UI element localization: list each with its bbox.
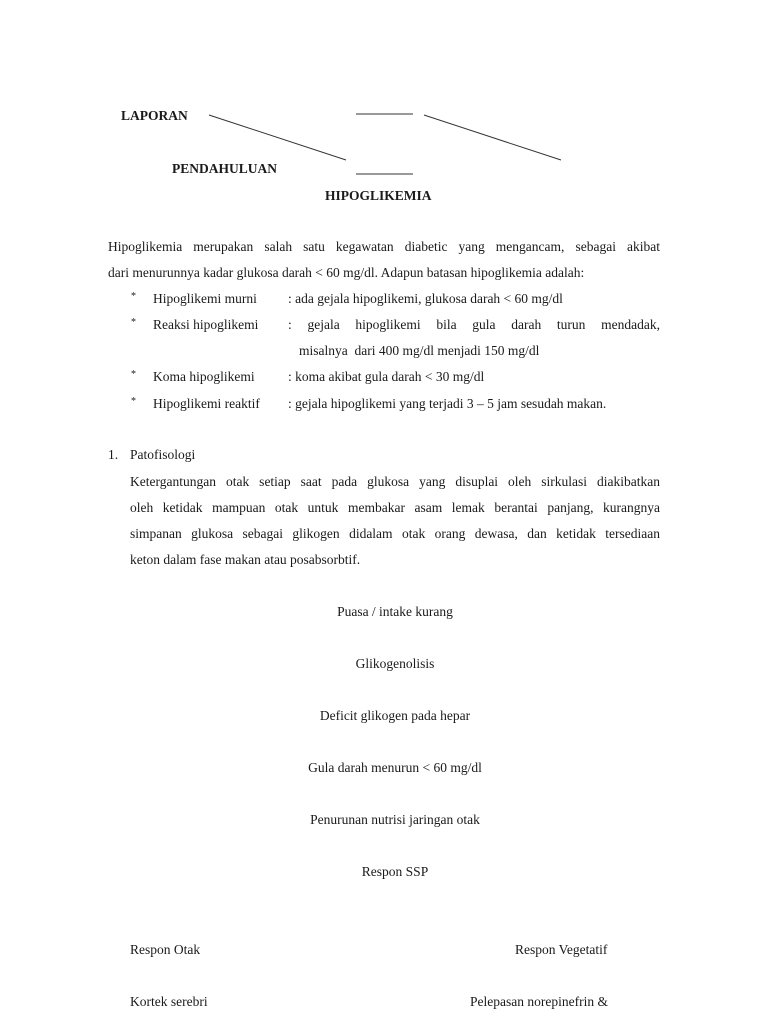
page-title: HIPOGLIKEMIA [325, 188, 432, 203]
flow-step: Puasa / intake kurang [337, 604, 453, 619]
flow-step: Gula darah menurun < 60 mg/dl [308, 760, 482, 775]
definition-desc-continued: misalnya dari 400 mg/dl menjadi 150 mg/dl [299, 343, 540, 358]
definition-desc: : ada gejala hipoglikemi, glukosa darah < 60 mg/dl [288, 291, 563, 306]
header-decoration [0, 0, 768, 200]
flow-step: Deficit glikogen pada hepar [319, 708, 471, 723]
definition-term: Hipoglikemi reaktif [153, 396, 260, 411]
section-line-3: simpanan glukosa sebagai glikogen didalam otak orang dewasa, dan ketidak tersediaan [130, 526, 660, 541]
bullet-icon: * [131, 396, 136, 407]
header-word-pendahuluan: PENDAHULUAN [172, 161, 278, 176]
branch-right-sub: Pelepasan norepinefrin & [470, 994, 608, 1009]
section-line-4: keton dalam fase makan atau posabsorbtif. [130, 552, 361, 567]
branch-left-heading: Respon Otak [130, 942, 201, 957]
section-heading: Patofisologi [130, 447, 196, 462]
header-word-laporan: LAPORAN [121, 108, 188, 123]
intro-paragraph [108, 234, 660, 286]
definition-term: Koma hipoglikemi [153, 369, 255, 384]
section-number: 1. [108, 447, 119, 462]
section-line-1: Ketergantungan otak setiap saat pada glukosa yang disuplai oleh sirkulasi diakibatkan [130, 474, 660, 489]
bullet-icon: * [131, 369, 136, 380]
definition-desc: : koma akibat gula darah < 30 mg/dl [288, 369, 485, 384]
flow-step: Respon SSP [361, 864, 429, 879]
definition-desc: : gejala hipoglikemi yang terjadi 3 – 5 jam sesudah makan. [288, 396, 607, 411]
definition-desc: : gejala hipoglikemi bila gula darah turun mendadak, [288, 317, 660, 332]
diagonal-line-right [424, 115, 561, 160]
flow-step: Penurunan nutrisi jaringan otak [310, 812, 480, 827]
intro-line-2: dari menurunnya kadar glukosa darah < 60 mg/dl. Adapun batasan hipoglikemia adalah: [108, 265, 585, 280]
branch-left-sub: Kortek serebri [130, 994, 208, 1009]
bullet-icon: * [131, 291, 136, 302]
section-line-2: oleh ketidak mampuan otak untuk membakar asam lemak berantai panjang, kurangnya [130, 500, 660, 515]
bullet-icon: * [131, 317, 136, 328]
definition-term: Hipoglikemi murni [153, 291, 257, 306]
branch-right-heading: Respon Vegetatif [515, 942, 608, 957]
intro-line-1: Hipoglikemia merupakan salah satu kegawatan diabetic yang mengancam, sebagai akibat [108, 239, 660, 254]
definition-term: Reaksi hipoglikemi [153, 317, 259, 332]
flow-step: Glikogenolisis [355, 656, 435, 671]
diagonal-line-left [209, 115, 346, 160]
section-paragraph [130, 469, 660, 573]
